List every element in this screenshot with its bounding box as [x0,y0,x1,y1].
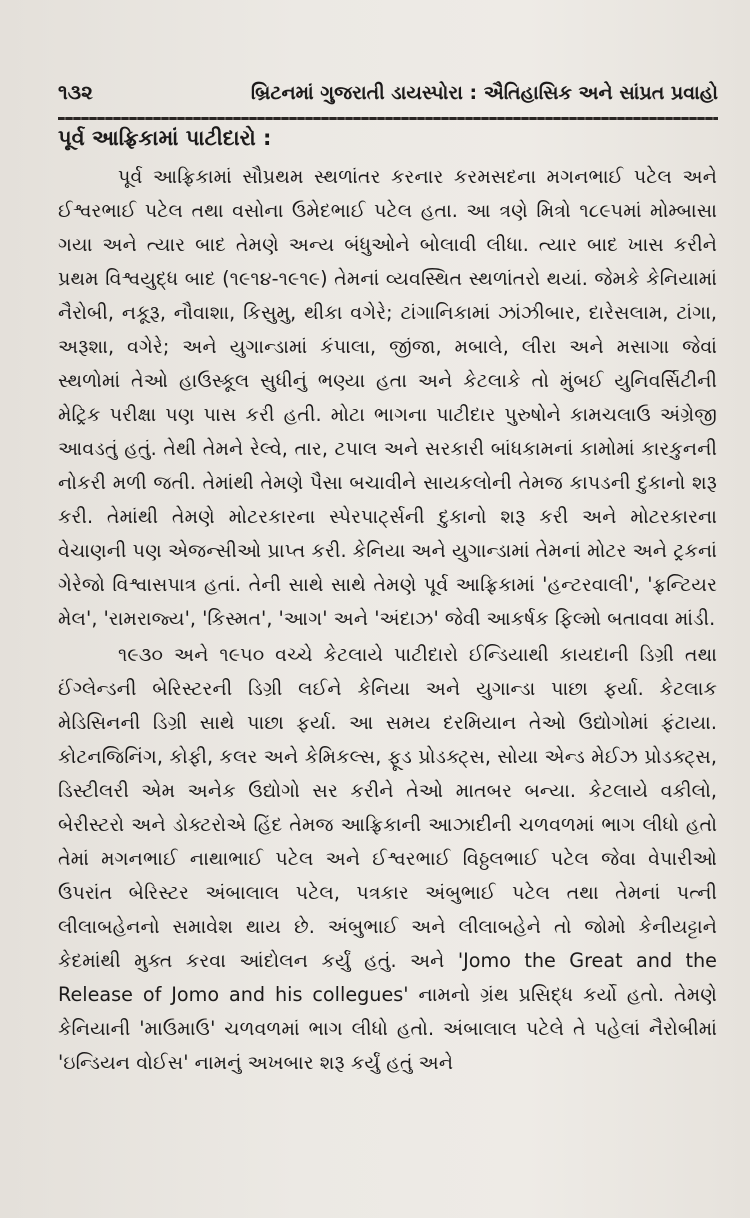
page-number: ૧૩૨ [58,80,93,104]
body-text [58,160,717,1080]
page-header [58,80,718,110]
header-rule [58,117,718,120]
section-heading: પૂર્વ આફ્રિકામાં પાટીદારો : [58,126,272,150]
paragraph: ૧૯૩૦ અને ૧૯૫૦ વચ્ચે કેટલાયે પાટીદારો ઈન્ડિયાથી કાયદાની ડિગ્રી તથા ઈંગ્લેન્ડની બેરિસ્ટરની ડિગ્રી લઈને કેનિયા અને યુગાન્ડા પાછા ફર્યા. કેટલાક મેડિસિનની ડિગ્રી સાથે પાછા ફર્યા. આ સમય દરમિયાન તેઓ ઉદ્યોગોમાં ફંટાયા. કોટનજિનિંગ, કોફી, કલર અને કેમિકલ્સ, ફૂડ પ્રોડક્ટ્સ, સોયા એન્ડ મેઈઝ પ્રોડક્ટ્સ, ડિસ્ટીલરી એમ અનેક ઉદ્યોગો સર કરીને તેઓ માતબર બન્યા. કેટલાયે વકીલો, બેરીસ્ટરો અને ડોક્ટરોએ હિંદ તેમજ આફ્રિકાની આઝાદીની ચળવળમાં ભાગ લીધો હતો તેમાં મગનભાઈ નાથાભાઈ પટેલ અને ઈશ્વરભાઈ વિઠ્ઠલભાઈ પટેલ જેવા વેપારીઓ ઉપરાંત બેરિસ્ટર અંબાલાલ પટેલ, પત્રકાર અંબુભાઈ પટેલ તથા તેમનાં પત્ની લીલાબહેનનો સમાવેશ થાય છે. અંબુભાઈ અને લીલાબહેને તો જોમો કેનીયટ્ટાને કેદમાંથી મુક્ત કરવા આંદોલન કર્યું હતું. અને 'Jomo the Great and the Release of Jomo and his collegues' નામનો ગ્રંથ પ્રસિદ્ધ કર્યો હતો. તેમણે કેનિયાની 'માઉમાઉ' ચળવળમાં ભાગ લીધો હતો. અંબાલાલ પટેલે તે પહેલાં નૈરોબીમાં 'ઇન્ડિયન વોઈસ' નામનું અખબાર શરૂ કર્યું હતું અને [58,643,717,1074]
running-title: બ્રિટનમાં ગુજરાતી ડાયસ્પોરા : ઐતિહાસિક અને સાંપ્રત પ્રવાહો [250,82,718,104]
paragraph: પૂર્વ આફ્રિકામાં સૌપ્રથમ સ્થળાંતર કરનાર કરમસદના મગનભાઈ પટેલ અને ઈશ્વરભાઈ પટેલ તથા વસોના ઉમેદભાઈ પટેલ હતા. આ ત્રણે મિત્રો ૧૮૯૫માં મોમ્બાસા ગયા અને ત્યાર બાદ તેમણે અન્ય બંધુઓને બોલાવી લીધા. ત્યાર બાદ ખાસ કરીને પ્રથમ વિશ્વયુદ્ધ બાદ (૧૯૧૪-૧૯૧૯) તેમનાં વ્યવસ્થિત સ્થળાંતરો થયાં. જેમકે કેનિયામાં નૈરોબી, નકૂરૂ, નૌવાશા, કિસુમુ, થીકા વગેરે; ટાંગાનિકામાં ઝાંઝીબાર, દારેસલામ, ટાંગા, અરૂશા, વગેરે; અને યુગાન્ડામાં કંપાલા, જીંજા, મબાલે, લીરા અને મસાગા જેવાં સ્થળોમાં તેઓ હાઉસ્કૂલ સુધીનું ભણ્યા હતા અને કેટલાકે તો મુંબઈ યુનિવર્સિટીની મેટ્રિક પરીક્ષા પણ પાસ કરી હતી. મોટા ભાગના પાટીદાર પુરુષોને કામચલાઉ અંગ્રેજી આવડતું હતું. તેથી તેમને રેલ્વે, તાર, ટપાલ અને સરકારી બાંધકામનાં કામોમાં કારકુનની નોકરી મળી જતી. તેમાંથી તેમણે પૈસા બચાવીને સાયકલોની તેમજ કાપડની દુકાનો શરૂ કરી. તેમાંથી તેમણે મોટરકારના સ્પેરપાર્ટ્સની દુકાનો શરૂ કરી અને મોટરકારના વેચાણની પણ એજન્સીઓ પ્રાપ્ત કરી. કેનિયા અને યુગાન્ડામાં તેમનાં મોટર અને ટ્રકનાં ગેરેજો વિશ્વાસપાત્ર હતાં. તેની સાથે સાથે તેમણે પૂર્વ આફ્રિકામાં 'હન્ટરવાલી', 'ફ્રન્ટિયર મેલ', 'રામરાજ્ય', 'કિસ્મત', 'આગ' અને 'અંદાઝ' જેવી આકર્ષક ફિલ્મો બતાવવા માંડી. [58,165,717,630]
